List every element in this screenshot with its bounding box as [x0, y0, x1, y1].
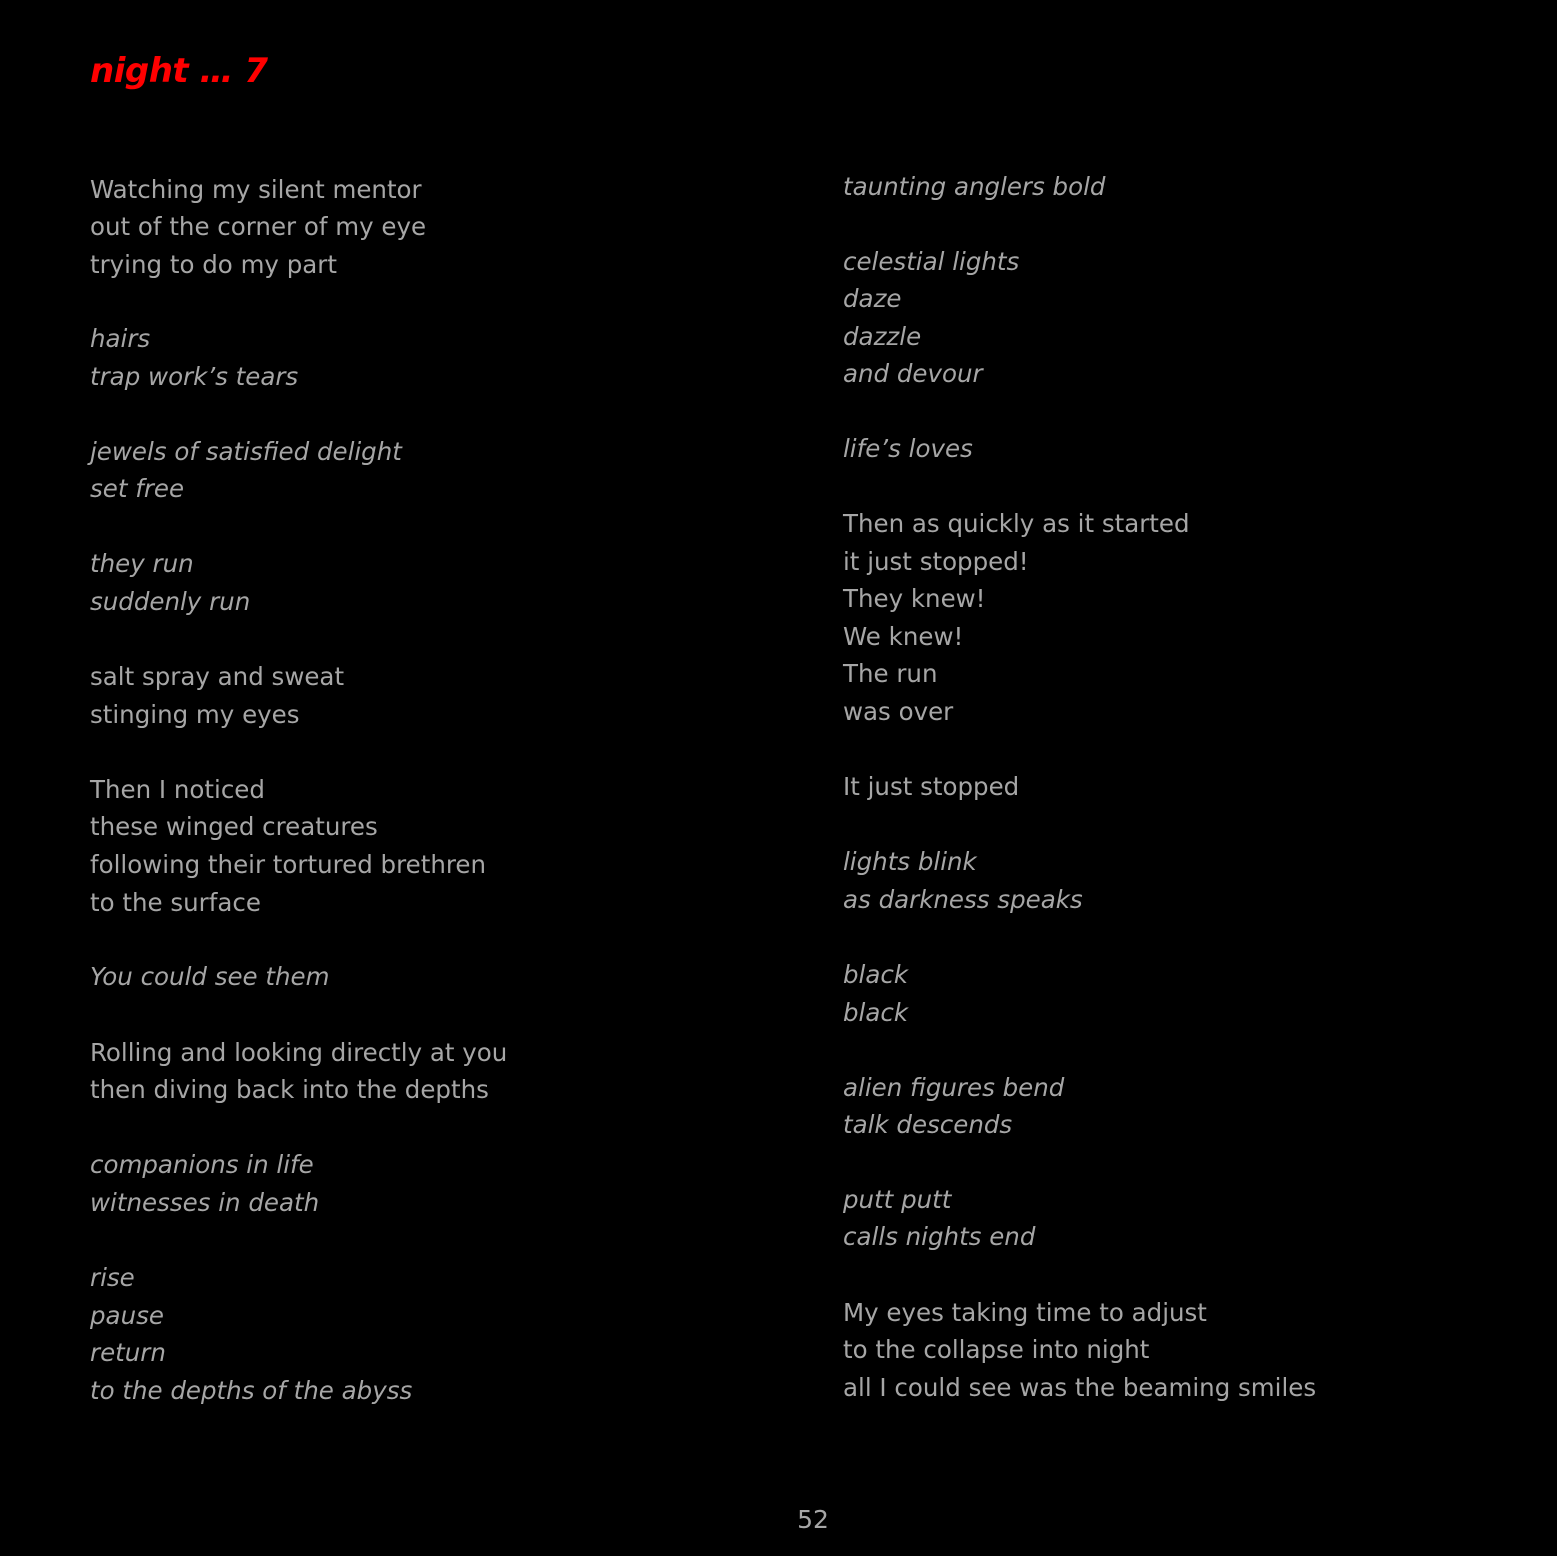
poem-line: calls nights end: [843, 1222, 1036, 1251]
poem-line: following their tortured brethren: [90, 850, 486, 879]
poem-line: jewels of satisfied delight: [90, 437, 402, 466]
poem-line: putt putt: [843, 1185, 952, 1214]
poem-line: Then I noticed: [90, 775, 265, 804]
poem-line: Then as quickly as it started: [843, 509, 1190, 538]
poem-line: My eyes taking time to adjust: [843, 1298, 1207, 1327]
poem-line: life’s loves: [843, 434, 973, 463]
poem-line: black: [843, 960, 909, 989]
poem-line: all I could see was the beaming smiles: [843, 1373, 1317, 1402]
poem-line: talk descends: [843, 1110, 1013, 1139]
poem-line: stinging my eyes: [90, 700, 300, 729]
poem-line: to the depths of the abyss: [90, 1376, 413, 1405]
poem-line: dazzle: [843, 322, 922, 351]
poem-line: taunting anglers bold: [843, 172, 1106, 201]
poem-line: We knew!: [843, 622, 964, 651]
poem-line: out of the corner of my eye: [90, 212, 427, 241]
poem-line: They knew!: [843, 584, 986, 613]
poem-line: these winged creatures: [90, 812, 378, 841]
poem-line: trying to do my part: [90, 250, 337, 279]
poem-line: hairs: [90, 324, 151, 353]
poem-line: to the surface: [90, 888, 261, 917]
poem-line: celestial lights: [843, 247, 1020, 276]
poem-line: It just stopped: [843, 772, 1020, 801]
poem-line: and devour: [843, 359, 983, 388]
poem-line: companions in life: [90, 1150, 314, 1179]
poem-line: then diving back into the depths: [90, 1075, 489, 1104]
poem-line: lights blink: [843, 847, 977, 876]
page-number: 52: [797, 1505, 829, 1534]
poem-line: salt spray and sweat: [90, 662, 345, 691]
poem-line: You could see them: [90, 962, 330, 991]
poem-line: The run: [843, 659, 938, 688]
poem-line: rise: [90, 1263, 135, 1292]
poem-line: alien figures bend: [843, 1073, 1065, 1102]
poem-line: suddenly run: [90, 587, 251, 616]
poem-line: return: [90, 1338, 166, 1367]
poem-line: black: [843, 998, 909, 1027]
poem-line: Rolling and looking directly at you: [90, 1038, 508, 1067]
poem-line: set free: [90, 474, 185, 503]
poem-line: pause: [90, 1301, 164, 1330]
poem-title: night … 7: [90, 51, 268, 91]
poem-line: as darkness speaks: [843, 885, 1083, 914]
poem-line: witnesses in death: [90, 1188, 320, 1217]
poem-line: daze: [843, 284, 902, 313]
poem-line: trap work’s tears: [90, 362, 299, 391]
poem-line: was over: [843, 697, 954, 726]
poem-line: it just stopped!: [843, 547, 1029, 576]
poem-line: Watching my silent mentor: [90, 175, 422, 204]
poem-line: they run: [90, 549, 194, 578]
poem-line: to the collapse into night: [843, 1335, 1150, 1364]
